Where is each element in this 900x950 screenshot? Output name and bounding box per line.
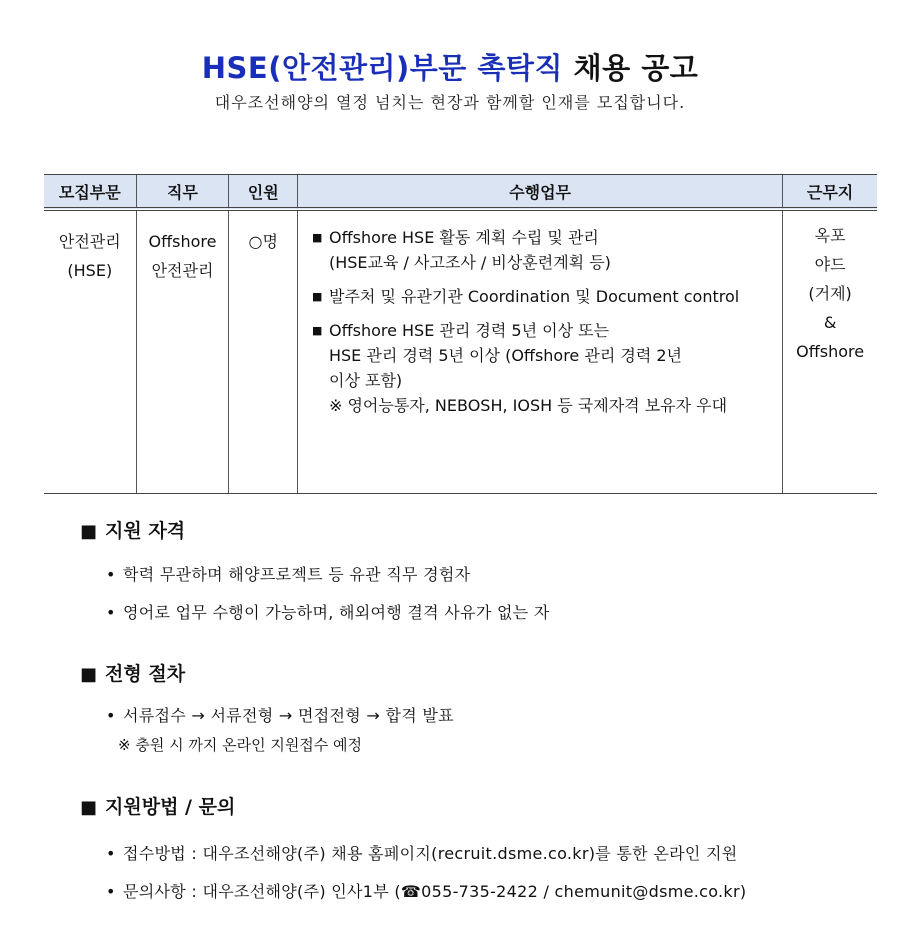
subtitle: 대우조선해양의 열정 넘치는 현장과 함께할 인재를 모집합니다. (214, 93, 686, 112)
bullet-icon: • (106, 565, 116, 584)
table-header-row (44, 175, 877, 210)
list-item-text: 서류접수 → 서류전형 → 면접전형 → 합격 발표 (123, 706, 454, 725)
square-bullet-icon: ■ (311, 231, 323, 244)
duty-line: Offshore HSE 관리 경력 5년 이상 또는 (328, 321, 610, 340)
section-title: 지원 자격 (105, 520, 186, 542)
square-bullet-icon: ■ (311, 290, 323, 303)
list-item-text: 영어로 업무 수행이 가능하며, 해외여행 결격 사유가 없는 자 (123, 603, 550, 622)
list-item-text: 학력 무관하며 해양프로젝트 등 유관 직무 경험자 (123, 565, 471, 584)
list-item (106, 703, 454, 726)
list-item (106, 600, 550, 623)
list-item (106, 562, 470, 585)
header-location: 근무지 (783, 175, 877, 210)
duty-item (312, 284, 782, 309)
dept-line: (HSE) (67, 261, 113, 280)
header-duties: 수행업무 (297, 175, 782, 210)
location-line: Offshore (796, 342, 865, 361)
duty-item (312, 225, 782, 275)
section-title: 전형 절차 (105, 663, 186, 685)
location-line: (거제) (808, 284, 852, 303)
cell-duties (297, 209, 782, 494)
count-value: ○명 (248, 232, 278, 251)
list-item-text: 문의사항 : 대우조선해양(주) 인사1부 (☎055-735-2422 / chemunit@dsme.co.kr) (123, 882, 747, 901)
section-title: 지원방법 / 문의 (105, 796, 236, 818)
duty-line: Offshore HSE 활동 계획 수립 및 관리 (328, 228, 599, 247)
location-line: 옥포 (814, 226, 846, 245)
list-item (106, 841, 738, 864)
square-icon: ■ (80, 797, 98, 818)
cell-count (229, 209, 298, 494)
duty-line: (HSE교육 / 사고조사 / 비상훈련계획 등) (328, 253, 611, 272)
recruitment-table (44, 174, 877, 494)
header-dept: 모집부문 (44, 175, 136, 210)
section-qualification (80, 516, 185, 543)
square-icon: ■ (80, 664, 98, 685)
role-line: Offshore (148, 232, 217, 251)
title-highlight: HSE(안전관리)부문 촉탁직 (201, 51, 563, 85)
location-line: & (823, 313, 837, 332)
list-item (106, 879, 746, 902)
duty-line: 발주처 및 유관기관 Coordination 및 Document control (328, 287, 740, 306)
bullet-icon: • (106, 706, 116, 725)
square-icon: ■ (80, 521, 98, 542)
cell-role (136, 209, 229, 494)
bullet-icon: • (106, 844, 116, 863)
list-item-text: 접수방법 : 대우조선해양(주) 채용 홈페이지(recruit.dsme.co.kr)를 통한 온라인 지원 (123, 844, 738, 863)
duty-line: 이상 포함) (328, 371, 403, 390)
table-row (44, 209, 877, 494)
cell-dept (44, 209, 136, 494)
duty-line: HSE 관리 경력 5년 이상 (Offshore 관리 경력 2년 (328, 346, 682, 365)
dept-line: 안전관리 (58, 232, 121, 251)
square-bullet-icon: ■ (311, 324, 323, 337)
cell-location (783, 209, 877, 494)
title-rest: 채용 공고 (573, 51, 699, 85)
page-title (0, 46, 900, 87)
location-line: 야드 (814, 255, 846, 274)
duty-note: ※ 영어능통자, NEBOSH, IOSH 등 국제자격 보유자 우대 (328, 396, 728, 415)
header-count: 인원 (229, 175, 298, 210)
section-apply (80, 792, 235, 819)
section-process (80, 659, 185, 686)
role-line: 안전관리 (151, 261, 214, 280)
bullet-icon: • (106, 603, 116, 622)
bullet-icon: • (106, 882, 116, 901)
header-role: 직무 (136, 175, 229, 210)
process-note: ※ 충원 시 까지 온라인 지원접수 예정 (118, 736, 363, 754)
duty-item (312, 318, 782, 418)
